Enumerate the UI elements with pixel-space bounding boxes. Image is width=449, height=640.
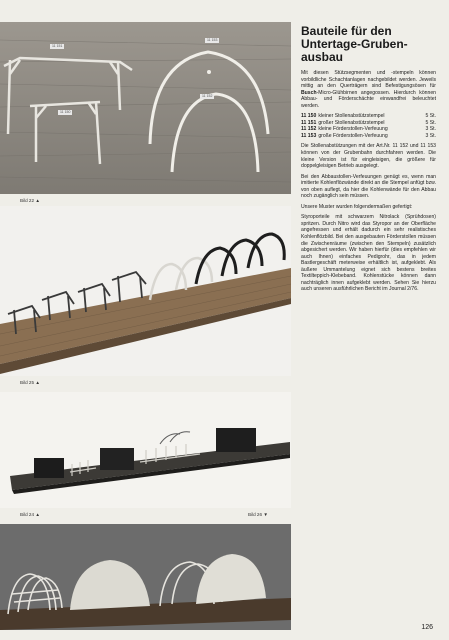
intro-paragraph: Mit diesen Stützsegmenten und -stempeln können vorbildliche Schachtanlagen nachgebildet werden. Jeweils mittig an den Querträgern sind Befestigungsösen für Busch-Micro-Glühbirnen angegossen. Hierdurch können Abbau- und Förderschächte einwandfrei beleuchtet werden. bbox=[301, 70, 436, 109]
caption-bild-24: Bild 24 ▲ bbox=[20, 512, 40, 517]
parts-list-item: 11 150 kleiner Stollenabstützstempel 5 St. bbox=[301, 113, 436, 120]
photo-bild-24 bbox=[0, 392, 291, 508]
page-number: 126 bbox=[421, 624, 433, 631]
parts-list-item: 11 153 große Förderstollen-Verfeuung 3 St. bbox=[301, 132, 436, 139]
parts-photo-svg bbox=[0, 22, 291, 194]
parts-list-item: 11 151 großer Stollenabstützstempel 5 St. bbox=[301, 119, 436, 126]
tag-part-11153: 11 153 bbox=[207, 38, 218, 42]
caption-bild-22: Bild 22 ▲ bbox=[20, 198, 40, 203]
parts-list bbox=[301, 113, 436, 139]
paragraph-method-intro: Unsere Muster wurden folgendermaßen gefertigt: bbox=[301, 203, 413, 210]
photo-bild-25 bbox=[0, 206, 291, 376]
paragraph-clearance: Die Stollenabstützungen mit der Art.Nr. 11 152 und 11 153 können von der Grubenbahn durchfahren werden. Die kleine Version ist für eingleisigen, die größere für doppelgleisigen Betrieb ausgelegt. bbox=[301, 143, 436, 170]
caption-bild-26: Bild 26 ▼ bbox=[248, 512, 268, 517]
paragraph-method: Styroporteile mit schwarzem Nitrolack (Sprühdosen) spritzen. Durch Nitro wird das Styropor an der Oberfläche angefressen und erhält dadurch ein sehr realistisches Kohlenflözbild. Bei den ausgebauten Förderstollen müssen die Zwischenräume (zwischen den Stempeln) zusätzlich abgesichert werden. Wir haben hierfür (dies empfehlen wir auch Ihnen) einfaches Pedigrohr, das in jedem Bastlergeschäft meterweise erhältlich ist, aufgeklebt. Als äußere Ummantelung eignet sich bestens breites Textilteppich-Klebeband. Kohlenstücke können dann nachträglich innen aufgeklebt werden. Sehen Sie hierzu auch unseren ausführlichen Bericht im Journal 2/76. bbox=[301, 214, 436, 293]
tag-part-11152: 11 152 bbox=[202, 94, 213, 98]
photo-bild-26 bbox=[0, 524, 291, 630]
article-title: Bauteile für den Untertage-Gruben-ausbau bbox=[301, 24, 408, 64]
paragraph-coal-walls: Bei den Abbaustollen-Verfeuungen genügt es, wenn man imitierte Kohlenflözwände direkt an die Stempel anfügt bzw. von oben auflegt, da hier die Kohlenwände für den Abbau noch zugänglich sein müssen. bbox=[301, 173, 436, 200]
tunnel-board-photo-svg bbox=[0, 206, 291, 376]
covered-tunnel-photo-svg bbox=[0, 524, 291, 630]
brand-busch: Busch bbox=[301, 89, 317, 96]
photo-bild-22 bbox=[0, 22, 291, 194]
tag-part-11151: 11 151 bbox=[52, 44, 63, 48]
coal-diorama-photo-svg bbox=[0, 392, 291, 508]
tag-part-11150: 11 150 bbox=[60, 110, 71, 114]
parts-list-item: 11 152 kleine Förderstollen-Verfeuung 3 St. bbox=[301, 126, 436, 133]
article-column bbox=[301, 25, 436, 297]
caption-bild-25: Bild 25 ▲ bbox=[20, 380, 40, 385]
